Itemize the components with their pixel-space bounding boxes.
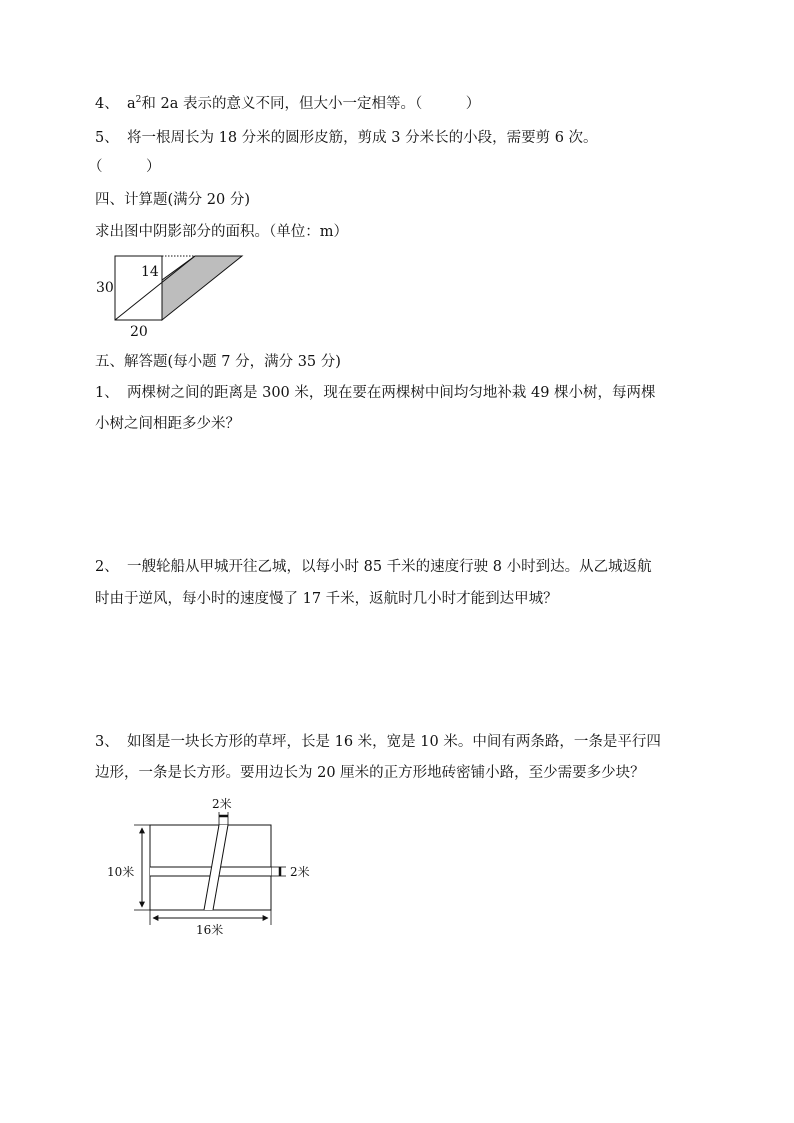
question-5-text: 将一根周长为 18 分米的圆形皮筋，剪成 3 分米长的小段，需要剪 6 次。: [127, 130, 598, 146]
problem-3-line-2: 边形，一条是长方形。要用边长为 20 厘米的正方形地砖密铺小路，至少需要多少块？: [95, 765, 645, 781]
problem-1-text: 两棵树之间的距离是 300 米，现在要在两棵树中间均匀地补栽 49 棵小树，每两棵: [127, 385, 656, 401]
label-20: 20: [130, 324, 148, 340]
problem-number: 1、: [95, 385, 119, 401]
problem-2-text: 一艘轮船从甲城开往乙城，以每小时 85 千米的速度行驶 8 小时到达。从乙城返航: [127, 559, 652, 575]
road-width-right: 2米: [290, 865, 310, 879]
question-number: 4、: [95, 96, 119, 112]
problem-1-line-2: 小树之间相距多少米？: [95, 416, 240, 432]
question-4-pre: a: [127, 96, 136, 112]
section-4-prompt: 求出图中阴影部分的面积。（单位：m）: [95, 224, 348, 240]
label-30: 30: [96, 280, 114, 296]
problem-number: 2、: [95, 559, 119, 575]
superscript: 2: [135, 95, 142, 106]
section-5-title: 五、解答题(每小题 7 分，满分 35 分): [95, 354, 341, 370]
height-label: 10米: [107, 865, 135, 879]
problem-2-line-2: 时由于逆风，每小时的速度慢了 17 千米，返航时几小时才能到达甲城？: [95, 591, 558, 607]
label-14: 14: [141, 264, 159, 280]
length-label: 16米: [196, 923, 224, 937]
road-width-top: 2米: [212, 797, 232, 811]
section-4-title: 四、计算题(满分 20 分): [95, 192, 250, 208]
question-number: 5、: [95, 130, 119, 146]
problem-number: 3、: [95, 734, 119, 750]
problem-3-text: 如图是一块长方形的草坪，长是 16 米，宽是 10 米。中间有两条路，一条是平行四: [127, 734, 661, 750]
question-4-text: 和 2a 表示的意义不同，但大小一定相等。（ ）: [141, 96, 481, 112]
answer-paren: （ ）: [88, 159, 161, 175]
